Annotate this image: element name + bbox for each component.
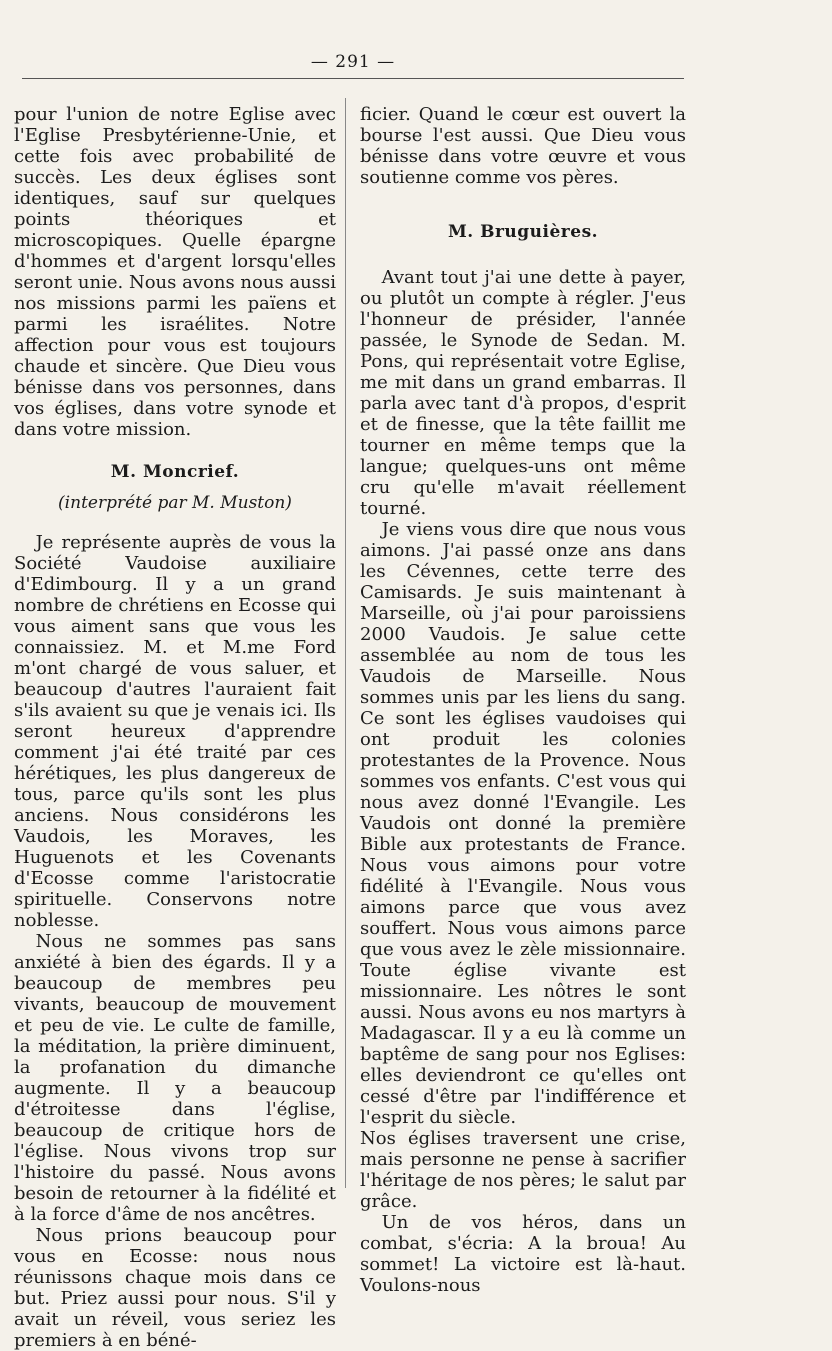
left-paragraph-3: Nous prions beaucoup pour vous en Ecosse: nous nous réunissons chaque mois dans ce but. Priez aussi pour nous. S'il y avait un réveil, vous seriez les premiers à en béné-	[14, 1225, 336, 1351]
left-paragraph-2: Nous ne sommes pas sans anxiété à bien des égards. Il y a beaucoup de membres peu vivants, beaucoup de mouvement et peu de vie. Le culte de famille, la méditation, la prière diminuent, la profanation du dimanche augmente. Il y a beaucoup d'étroitesse dans l'église, beaucoup de critique hors de l'église. Nous vivons trop sur l'histoire du passé. Nous avons besoin de retourner à la fidélité et à la force d'âme de nos ancêtres.	[14, 931, 336, 1225]
column-divider	[345, 98, 346, 1188]
right-paragraph-4: Un de vos héros, dans un combat, s'écria: A la broua! Au sommet! La victoire est là-haut. Voulons-nous	[360, 1212, 686, 1296]
page-number: — 291 —	[310, 52, 396, 72]
speaker-heading-bruguieres: M. Bruguières.	[447, 222, 599, 242]
left-intro-paragraph: pour l'union de notre Eglise avec l'Eglise Presbytérienne-Unie, et cette fois avec probabilité de succès. Les deux églises sont identiques, sauf sur quelques points théoriques et microscopiques. Quelle épargne d'hommes et d'argent lorsqu'elles seront unie. Nous avons nous aussi nos missions parmi les païens et parmi les israélites. Notre affection pour vous est toujours chaude et sincère. Que Dieu vous bénisse dans vos personnes, dans vos églises, dans votre synode et dans votre mission.	[14, 104, 336, 440]
left-paragraph-1: Je représente auprès de vous la Société Vaudoise auxiliaire d'Edimbourg. Il y a un grand nombre de chrétiens en Ecosse qui vous aiment sans que vous les connaissiez. M. et M.me Ford m'ont chargé de vous saluer, et beaucoup d'autres l'auraient fait s'ils avaient su que je venais ici. Ils seront heureux d'apprendre comment j'ai été traité par ces hérétiques, les plus dangereux de tous, parce qu'ils sont les plus anciens. Nous considérons les Vaudois, les Moraves, les Huguenots et les Covenants d'Ecosse comme l'aristocratie spirituelle. Conservons notre noblesse.	[14, 532, 336, 931]
right-column	[360, 104, 686, 1296]
speaker-heading-moncrief: M. Moncrief.	[110, 462, 240, 482]
header-rule	[22, 78, 684, 79]
interpreter-note: (interprété par M. Muston)	[58, 493, 292, 513]
right-intro-paragraph: ficier. Quand le cœur est ouvert la bourse l'est aussi. Que Dieu vous bénisse dans votre œuvre et vous soutienne comme vos pères.	[360, 104, 686, 188]
right-paragraph-1: Avant tout j'ai une dette à payer, ou plutôt un compte à régler. J'eus l'honneur de présider, l'année passée, le Synode de Sedan. M. Pons, qui représentait votre Eglise, me mit dans un grand embarras. Il parla avec tant d'à propos, d'esprit et de finesse, que la tête faillit me tourner en même temps que la langue; quelques-uns ont même cru qu'elle m'avait réellement tourné.	[360, 267, 686, 519]
left-column	[14, 104, 336, 1351]
right-paragraph-2: Je viens vous dire que nous vous aimons. J'ai passé onze ans dans les Cévennes, cette terre des Camisards. Je suis maintenant à Marseille, où j'ai pour paroissiens 2000 Vaudois. Je salue cette assemblée au nom de tous les Vaudois de Marseille. Nous sommes unis par les liens du sang. Ce sont les églises vaudoises qui ont produit les colonies protestantes de la Provence. Nous sommes vos enfants. C'est vous qui nous avez donné l'Evangile. Les Vaudois ont donné la première Bible aux protestants de France. Nous vous aimons pour votre fidélité à l'Evangile. Nous vous aimons parce que vous avez souffert. Nous vous aimons parce que vous avez le zèle missionnaire. Toute église vivante est missionnaire. Les nôtres le sont aussi. Nous avons eu nos martyrs à Madagascar. Il y a eu là comme un baptême de sang pour nos Eglises: elles deviendront ce qu'elles ont cessé d'être par l'indifférence et l'esprit du siècle.	[360, 519, 686, 1128]
right-paragraph-3: Nos églises traversent une crise, mais personne ne pense à sacrifier l'héritage de nos pères; le salut par grâce.	[360, 1128, 686, 1212]
